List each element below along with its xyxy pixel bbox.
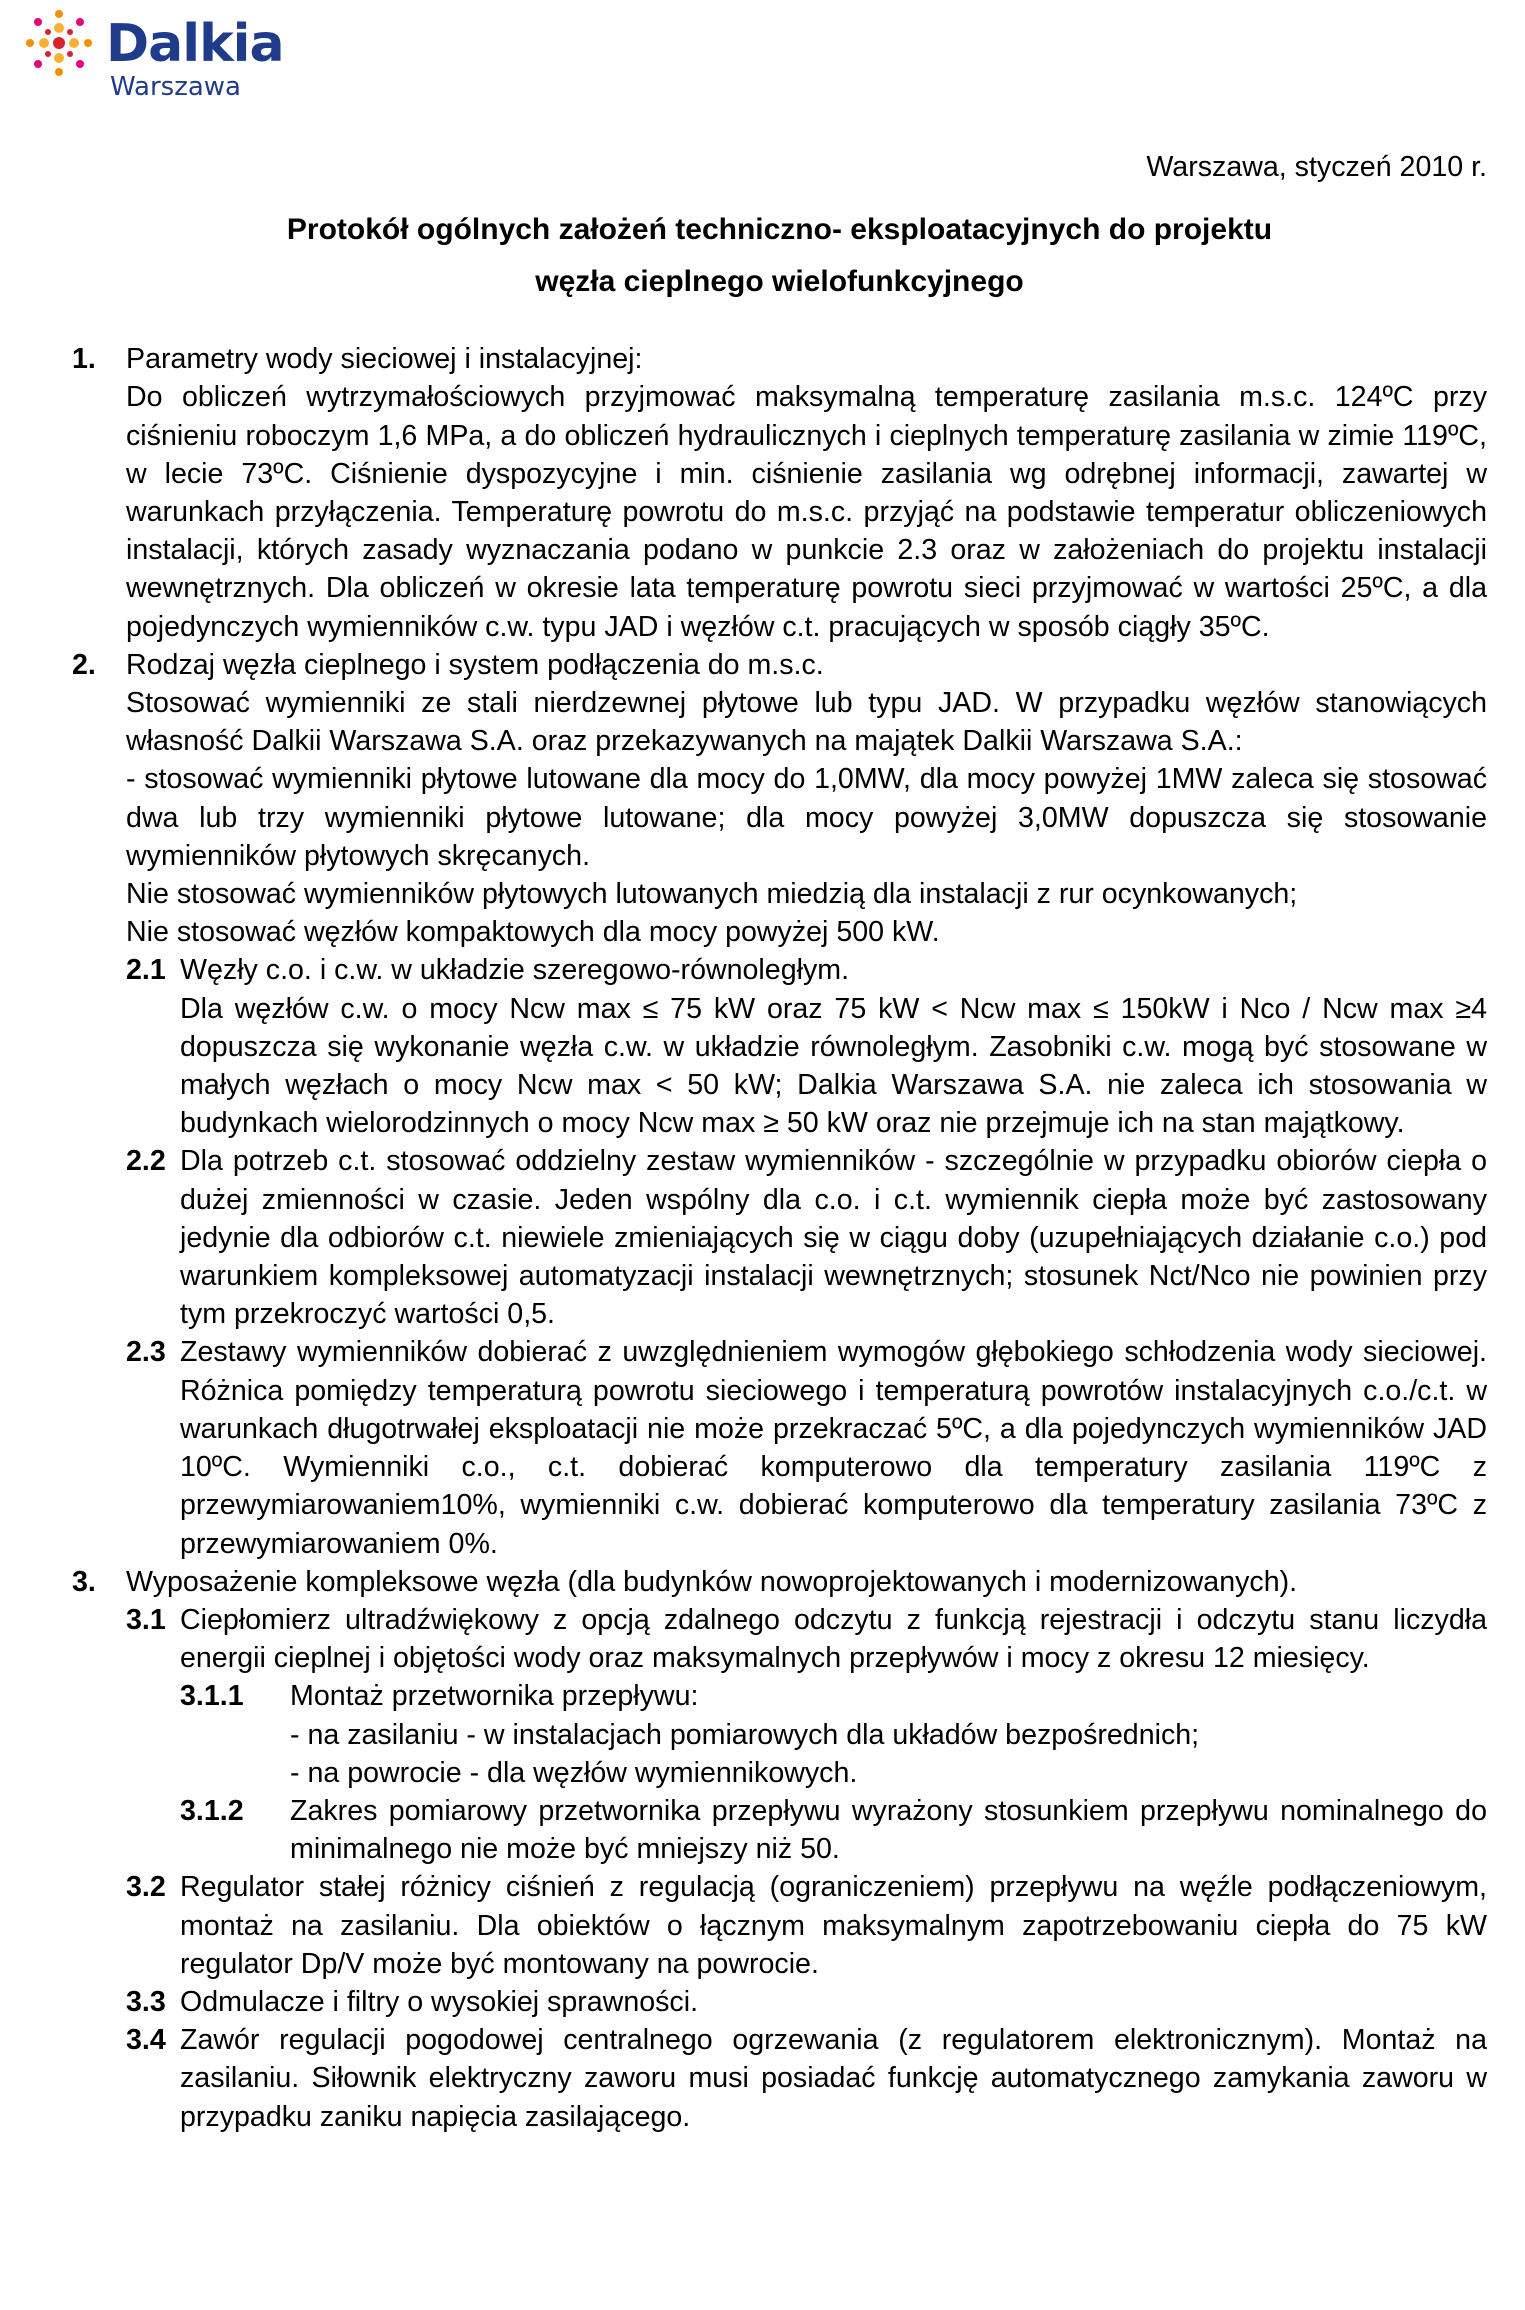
section-body: Stosować wymienniki ze stali nierdzewnej płytowe lub typu JAD. W przypadku węzłów stanowiących własność Dalkii Warszawa S.A. oraz przekazywanych na majątek Dalkii Warszawa S.A.: bbox=[126, 687, 1487, 758]
section-3-1-1 bbox=[180, 1677, 1487, 1792]
dateline: Warszawa, styczeń 2010 r. bbox=[1146, 151, 1487, 183]
section-number: 2.1 bbox=[126, 954, 166, 987]
dalkia-dots-logo-icon bbox=[24, 8, 94, 78]
section-body: Nie stosować węzłów kompaktowych dla mocy powyżej 500 kW. bbox=[126, 916, 940, 949]
section-body: Nie stosować wymienników płytowych lutowanych miedzią dla instalacji z rur ocynkowanych; bbox=[126, 878, 1298, 911]
list-item: - na zasilaniu - w instalacjach pomiarowych dla układów bezpośrednich; bbox=[290, 1718, 1200, 1751]
section-body: Ciepłomierz ultradźwiękowy z opcją zdalnego odczytu z funkcją rejestracji i odczytu stanu liczydła energii cieplnej i objętości wody oraz maksymalnych przepływów i mocy z okresu 12 miesięcy. bbox=[180, 1603, 1487, 1675]
document-body bbox=[72, 148, 1487, 2136]
section-number: 3.1.2 bbox=[180, 1794, 244, 1827]
section-number: 2.2 bbox=[126, 1145, 166, 1178]
section-body: Odmulacze i filtry o wysokiej sprawności. bbox=[180, 1985, 699, 2018]
section-number: 3.3 bbox=[126, 1985, 166, 2018]
logo-city: Warszawa bbox=[110, 72, 241, 102]
section-number: 2.3 bbox=[126, 1336, 166, 1369]
section-3-3 bbox=[126, 1983, 1487, 2021]
section-2-2 bbox=[126, 1142, 1487, 1333]
section-1 bbox=[72, 340, 1487, 646]
section-2-3 bbox=[126, 1333, 1487, 1562]
section-2 bbox=[72, 646, 1487, 1563]
section-2-1 bbox=[126, 951, 1487, 1142]
company-logo bbox=[24, 8, 324, 100]
logo-name: Dalkia bbox=[106, 14, 284, 74]
section-3-2 bbox=[126, 1868, 1487, 1983]
section-body: Dla węzłów c.w. o mocy Ncw max ≤ 75 kW oraz 75 kW < Ncw max ≤ 150kW i Nco / Ncw max ≥4 dopuszcza się wykonanie węzła c.w. w układzie równoległym. Zasobniki c.w. mogą być stosowane w małych węzłach o mocy Ncw max < 50 kW; Dalkia Warszawa S.A. nie zaleca ich stosowania w budynkach wielorodzinnych o mocy Ncw max ≥ 50 kW oraz nie przejmuje ich na stan majątkowy. bbox=[180, 992, 1487, 1140]
section-body: Do obliczeń wytrzymałościowych przyjmować maksymalną temperaturę zasilania m.s.c. 124ºC przy ciśnieniu roboczym 1,6 MPa, a do obliczeń hydraulicznych i cieplnych temperaturę zasilania w zimie 119ºC, w lecie 73ºC. Ciśnienie dyspozycyjne i min. ciśnienie zasilania wg odrębnej informacji, zawartej w warunkach przyłączenia. Temperaturę powrotu do m.s.c. przyjąć na podstawie temperatur obliczeniowych instalacji, których zasady wyznaczania podano w punkcie 2.3 oraz w założeniach do projektu instalacji wewnętrznych. Dla obliczeń w okresie lata temperaturę powrotu sieci przyjmować w wartości 25ºC, a dla pojedynczych wymienników c.w. typu JAD i węzłów c.t. pracujących w sposób ciągły 35ºC. bbox=[126, 381, 1487, 643]
section-3-1 bbox=[126, 1601, 1487, 1868]
section-body: Dla potrzeb c.t. stosować oddzielny zestaw wymienników - szczególnie w przypadku obiorów ciepła o dużej zmienności w czasie. Jeden wspólny dla c.o. i c.t. wymiennik ciepła może być zastosowany jedynie dla odbiorów c.t. niewiele zmieniających się w ciągu doby (uzupełniających działanie c.o.) pod warunkiem kompleksowej automatyzacji instalacji wewnętrznych; stosunek Nct/Nco nie powinien przy tym przekroczyć wartości 0,5. bbox=[180, 1145, 1487, 1331]
section-number: 3. bbox=[72, 1565, 96, 1598]
section-number: 3.1 bbox=[126, 1603, 166, 1636]
section-number: 3.2 bbox=[126, 1871, 166, 1904]
section-body: Regulator stałej różnicy ciśnień z regulacją (ograniczeniem) przepływu na węźle podłączeniowym, montaż na zasilaniu. Dla obiektów o łącznym maksymalnym zapotrzebowaniu ciepła do 75 kW regulator Dp/V może być montowany na powrocie. bbox=[180, 1871, 1487, 1980]
section-number: 2. bbox=[72, 648, 96, 681]
section-body: - stosować wymienniki płytowe lutowane dla mocy do 1,0MW, dla mocy powyżej 1MW zaleca się stosować dwa lub trzy wymienniki płytowe lutowane; dla mocy powyżej 3,0MW dopuszcza się stosowanie wymienników płytowych skręcanych. bbox=[126, 763, 1487, 872]
document-title bbox=[72, 204, 1487, 308]
section-body: Zawór regulacji pogodowej centralnego ogrzewania (z regulatorem elektronicznym). Montaż na zasilaniu. Siłownik elektryczny zaworu musi posiadać funkcję automatycznego zamykania zaworu w przypadku zaniku napięcia zasilającego. bbox=[180, 2024, 1487, 2133]
section-heading: Montaż przetwornika przepływu: bbox=[290, 1680, 699, 1713]
section-number: 3.1.1 bbox=[180, 1680, 244, 1713]
section-number: 3.4 bbox=[126, 2024, 166, 2057]
section-number: 1. bbox=[72, 343, 96, 376]
title-line-2: węzła cieplnego wielofunkcyjnego bbox=[535, 265, 1024, 299]
section-3 bbox=[72, 1563, 1487, 2136]
section-heading: Parametry wody sieciowej i instalacyjnej: bbox=[126, 343, 643, 376]
section-3-1-2 bbox=[180, 1792, 1487, 1868]
list-item: - na powrocie - dla węzłów wymiennikowych. bbox=[290, 1756, 858, 1789]
section-heading: Węzły c.o. i c.w. w układzie szeregowo-równoległym. bbox=[180, 954, 850, 987]
section-body: Zakres pomiarowy przetwornika przepływu wyrażony stosunkiem przepływu nominalnego do minimalnego nie może być mniejszy niż 50. bbox=[290, 1794, 1487, 1866]
section-3-4 bbox=[126, 2021, 1487, 2136]
section-heading: Rodzaj węzła cieplnego i system podłączenia do m.s.c. bbox=[126, 648, 824, 681]
section-body: Zestawy wymienników dobierać z uwzględnieniem wymogów głębokiego schłodzenia wody sieciowej. Różnica pomiędzy temperaturą powrotu sieciowego i temperaturą powrotów instalacyjnych c.o./c.t. w warunkach długotrwałej eksploatacji nie może przekraczać 5ºC, a dla pojedynczych wymienników JAD 10ºC. Wymienniki c.o., c.t. dobierać komputerowo dla temperatury zasilania 119ºC z przewymiarowaniem10%, wymienniki c.w. dobierać komputerowo dla temperatury zasilania 73ºC z przewymiarowaniem 0%. bbox=[180, 1336, 1487, 1560]
section-heading: Wyposażenie kompleksowe węzła (dla budynków nowoprojektowanych i modernizowanych). bbox=[126, 1565, 1298, 1598]
title-line-1: Protokół ogólnych założeń techniczno- eksploatacyjnych do projektu bbox=[286, 213, 1273, 247]
